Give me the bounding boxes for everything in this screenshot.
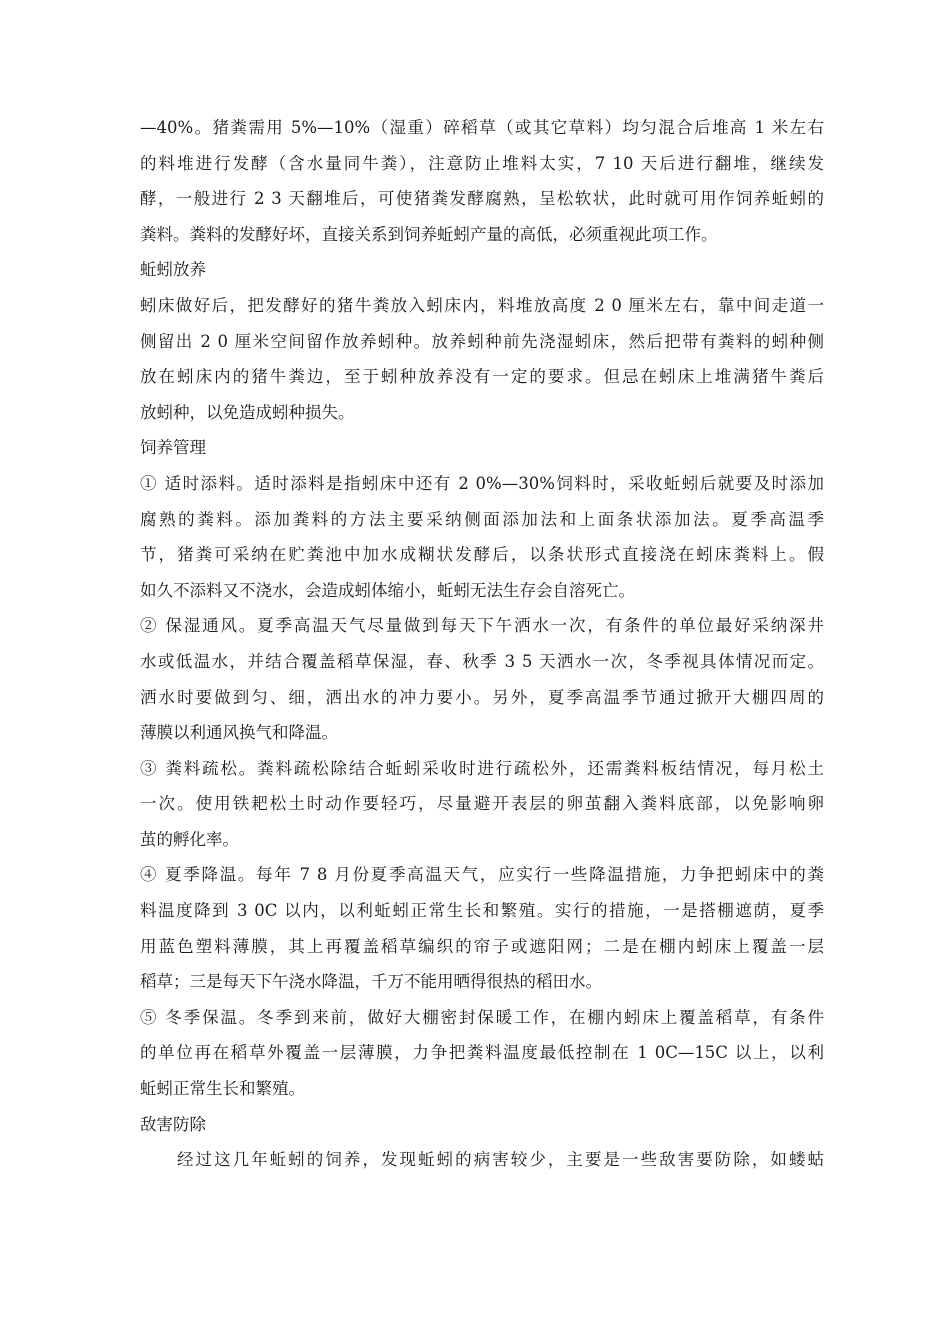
section-heading-management: 饲养管理 [140, 438, 206, 458]
list-item-summer-cooling [140, 857, 824, 999]
text-line: 一次。使用铁耙松土时动作要轻巧，尽量避开表层的卵茧翻入粪料底部，以免影响卵 [140, 794, 824, 814]
paragraph-fermentation [140, 110, 824, 252]
list-item-add-feed [140, 466, 824, 608]
list-item-winter-warming [140, 1000, 824, 1107]
text-line: —40%。猪粪需用 5%—10%（湿重）碎稻草（或其它草料）均匀混合后堆高 1 米左右 [140, 118, 824, 137]
text-line: ④ 夏季降温。每年 7 8 月份夏季高温天气，应实行一些降温措施，力争把蚓床中的粪 [140, 865, 824, 885]
text-line: 料温度降到 3 0C 以内，以利蚯蚓正常生长和繁殖。实行的措施，一是搭棚遮荫，夏季 [140, 901, 824, 921]
text-line: 洒水时要做到匀、细，洒出水的冲力要小。另外，夏季高温季节通过掀开大棚四周的 [140, 687, 824, 707]
text-line: 薄膜以利通风换气和降温。 [140, 723, 338, 743]
paragraph-release [140, 288, 824, 430]
text-line: 茧的孵化率。 [140, 829, 239, 849]
text-line: 的料堆进行发酵（含水量同牛粪），注意防止堆料太实，7 10 天后进行翻堆，继续发 [140, 153, 824, 173]
text-line: ② 保湿通风。夏季高温天气尽量做到每天下午洒水一次，有条件的单位最好采纳深井 [140, 616, 824, 636]
text-line: 蚯蚓正常生长和繁殖。 [140, 1079, 305, 1099]
text-line: 酵，一般进行 2 3 天翻堆后，可使猪粪发酵腐熟，呈松软状，此时就可用作饲养蚯蚓的 [140, 189, 824, 209]
section-heading-pest-control: 敌害防除 [140, 1114, 206, 1134]
list-item-humidity-ventilation [140, 608, 824, 750]
text-line: 放蚓种，以免造成蚓种损失。 [140, 402, 355, 422]
text-line: 侧留出 2 0 厘米空间留作放养蚓种。放养蚓种前先浇湿蚓床，然后把带有粪料的蚓种侧 [140, 331, 824, 351]
text-line: 蚓床做好后，把发酵好的猪牛粪放入蚓床内，料堆放高度 2 0 厘米左右，靠中间走道一 [140, 295, 824, 315]
text-line: 如久不添料又不浇水，会造成蚓体缩小，蚯蚓无法生存会自溶死亡。 [140, 580, 635, 600]
text-line: 放在蚓床内的猪牛粪边，至于蚓种放养没有一定的要求。但忌在蚓床上堆满猪牛粪后 [140, 367, 824, 387]
text-line: 的单位再在稻草外覆盖一层薄膜，力争把粪料温度最低控制在 1 0C—15C 以上，以利 [140, 1043, 824, 1063]
text-line: 水或低温水，并结合覆盖稻草保湿，春、秋季 3 5 天洒水一次，冬季视具体情况而定。 [140, 651, 824, 671]
text-line: 腐熟的粪料。添加粪料的方法主要采纳侧面添加法和上面条状添加法。夏季高温季 [140, 509, 824, 529]
text-line: ① 适时添料。适时添料是指蚓床中还有 2 0%—30%饲料时，采收蚯蚓后就要及时添加 [140, 473, 824, 493]
paragraph-pest-control: 经过这几年蚯蚓的饲养，发现蚯蚓的病害较少，主要是一些敌害要防除，如蝼蛄 [177, 1150, 824, 1170]
text-line: 用蓝色塑料薄膜，其上再覆盖稻草编织的帘子或遮阳网；二是在棚内蚓床上覆盖一层 [140, 936, 824, 956]
document-page [140, 110, 824, 1178]
list-item-loosen-feed [140, 751, 824, 858]
text-line: ③ 粪料疏松。粪料疏松除结合蚯蚓采收时进行疏松外，还需粪料板结情况，每月松土 [140, 758, 824, 778]
text-line: 节，猪粪可采纳在贮粪池中加水成糊状发酵后，以条状形式直接浇在蚓床粪料上。假 [140, 545, 824, 565]
text-line: 稻草；三是每天下午浇水降温，千万不能用晒得很热的稻田水。 [140, 972, 602, 992]
text-line: 粪料。粪料的发酵好坏，直接关系到饲养蚯蚓产量的高低，必须重视此项工作。 [140, 224, 718, 244]
section-heading-release: 蚯蚓放养 [140, 260, 206, 280]
text-line: ⑤ 冬季保温。冬季到来前，做好大棚密封保暖工作，在棚内蚓床上覆盖稻草，有条件 [140, 1007, 824, 1027]
